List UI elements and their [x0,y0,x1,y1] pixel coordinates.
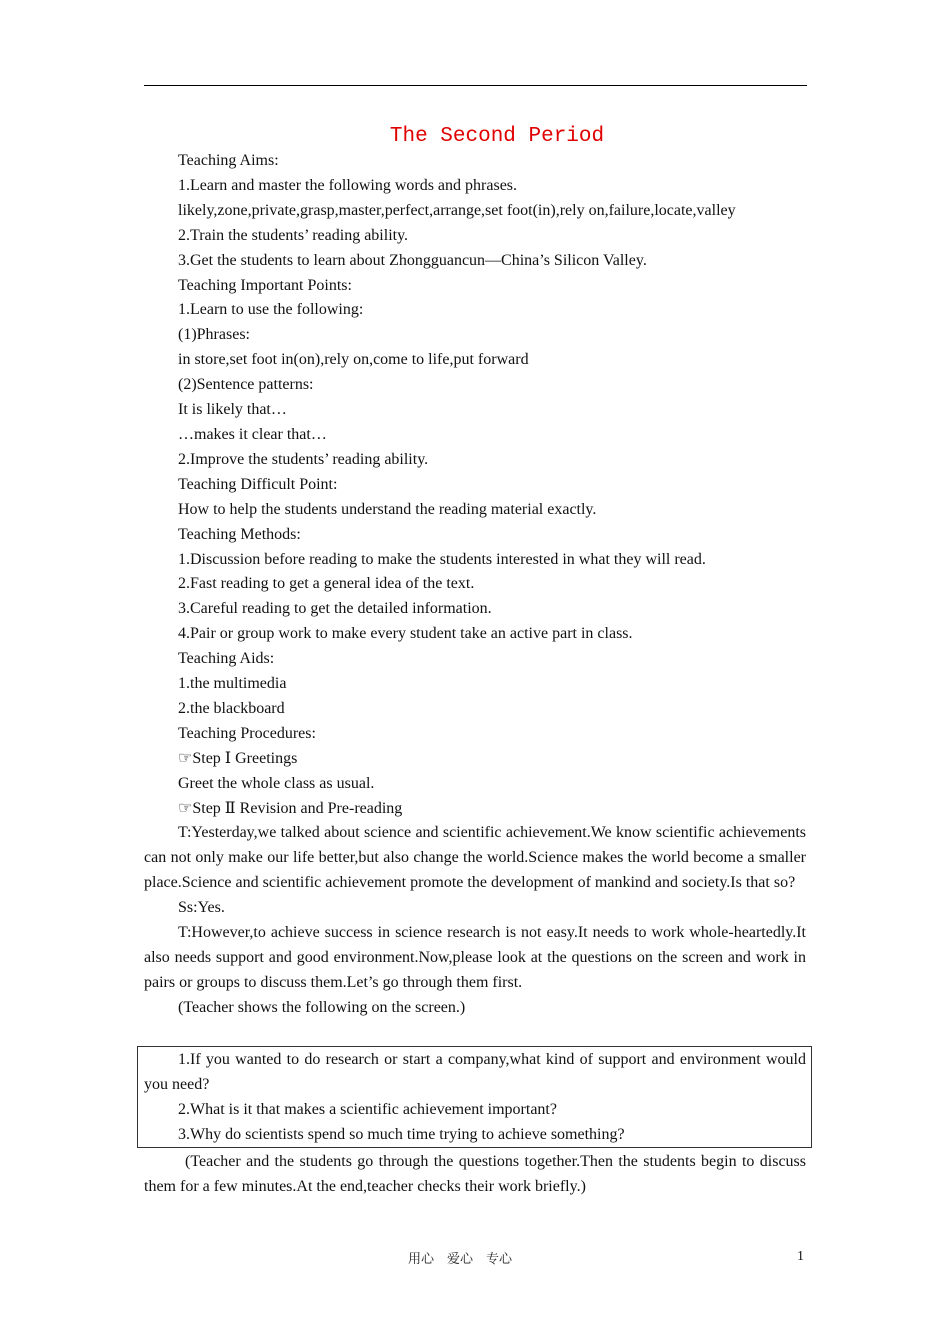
dialogue-paragraph: (Teacher shows the following on the screen.) [178,998,466,1016]
text-line: Greet the whole class as usual. [178,774,375,792]
questions-list [144,1048,806,1148]
text-line: likely,zone,private,grasp,master,perfect,arrange,set foot(in),rely on,failure,locate,valley [178,201,736,219]
section-heading: Teaching Aids: [178,650,275,668]
text-line: …makes it clear that… [178,425,327,443]
text-line: 3.Get the students to learn about Zhongguancun—China’s Silicon Valley. [178,251,647,269]
text-line: 1.Learn to use the following: [178,301,364,319]
dialogue-paragraph: T:However,to achieve success in science research is not easy.It needs to work whole-heartedly.It also needs support and good environment.Now,please look at the questions on the screen and work in pairs or groups to discuss them.Let’s go through them first. [144,924,806,991]
dialogue-paragraph: T:Yesterday,we talked about science and scientific achievement.We know scientific achievements can not only make our life better,but also change the world.Science makes the world become a smaller place.Science and scientific achievement promote the development of mankind and society.Is that so? [144,824,806,892]
text-line: 4.Pair or group work to make every student take an active part in class. [178,625,633,643]
step-heading: ☞Step Ⅰ Greetings [178,749,298,767]
section-heading: Teaching Methods: [178,525,301,543]
text-line: 1.the multimedia [178,675,287,693]
closing-paragraph: (Teacher and the students go through the questions together.Then the students begin to discuss them for a few minutes.At the end,teacher checks their work briefly.) [144,1153,806,1195]
text-line: (1)Phrases: [178,326,250,344]
text-line: 2.Improve the students’ reading ability. [178,450,429,468]
text-line: 3.Careful reading to get the detailed information. [178,600,492,618]
section-heading: Teaching Aims: [178,152,279,169]
dialogue-paragraph: Ss:Yes. [178,899,225,917]
step-heading: ☞Step Ⅱ Revision and Pre-reading [178,799,403,817]
text-line: 1.Learn and master the following words and phrases. [178,176,518,194]
text-line: 2.the blackboard [178,699,285,717]
text-line: It is likely that… [178,401,287,419]
text-line: 2.Train the students’ reading ability. [178,226,409,244]
question-item: 2.What is it that makes a scientific achievement important? [178,1100,557,1118]
page-number: 1 [797,1249,804,1264]
question-item: 3.Why do scientists spend so much time trying to achieve something? [178,1125,625,1143]
section-heading: Teaching Important Points: [178,276,352,294]
text-line: How to help the students understand the reading material exactly. [178,500,597,518]
section-heading: Teaching Procedures: [178,724,316,742]
section-heading: Teaching Difficult Point: [178,475,338,493]
text-line: 2.Fast reading to get a general idea of the text. [178,575,475,593]
text-line: in store,set foot in(on),rely on,come to life,put forward [178,351,529,369]
question-item: 1.If you wanted to do research or start a company,what kind of support and environment would you need? [144,1051,806,1093]
text-line: (2)Sentence patterns: [178,376,314,394]
document-body [144,149,806,1021]
page-title: The Second Period [389,125,605,148]
header-rule [144,85,807,86]
text-line: 1.Discussion before reading to make the students interested in what they will read. [178,550,706,568]
page-footer: 用心 爱心 专心 [407,1252,512,1267]
